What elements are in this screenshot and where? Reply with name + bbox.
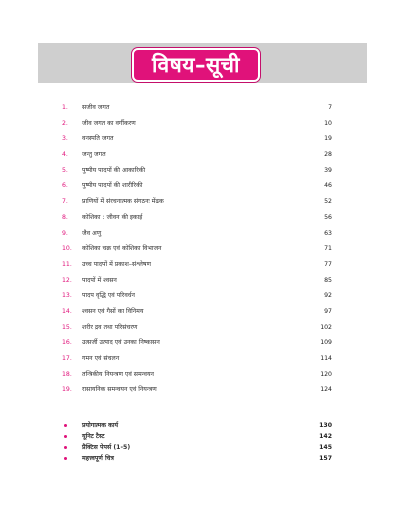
toc-row [62, 241, 332, 257]
toc-row [62, 194, 332, 210]
bullet-icon [64, 435, 67, 438]
page-number: 102 [320, 323, 332, 331]
page-number: 77 [324, 260, 332, 268]
chapter-title: प्राणियों में संरचनात्मक संगठनः मेंढक [82, 198, 164, 206]
page-number: 92 [324, 292, 332, 300]
chapter-number: 2. [62, 119, 68, 127]
page-number: 124 [320, 386, 332, 394]
extras-title: प्रैक्टिस पेपर्स (1-5) [82, 444, 131, 451]
toc-row [62, 163, 332, 179]
toc-row [62, 100, 332, 116]
chapter-title: गमन एवं संचलन [82, 355, 120, 362]
chapter-title: पुष्पीय पादपों की आकारिकी [82, 166, 146, 174]
chapter-number: 17. [62, 355, 72, 362]
toc-row [62, 257, 332, 273]
page-number: 120 [320, 370, 332, 378]
extras-row [62, 420, 332, 431]
toc-row [62, 335, 332, 351]
chapter-title: उच्च पादपों में प्रकाश–संश्लेषण [82, 260, 151, 268]
chapter-number: 6. [62, 182, 68, 190]
toc-row [62, 367, 332, 383]
page-title: विषय–सूची [152, 53, 240, 77]
chapter-number: 3. [62, 135, 68, 143]
extras-row [62, 431, 332, 442]
chapter-title: पादपों में श्वसन [82, 276, 117, 284]
chapter-title: जीव जगत का वर्गीकरण [82, 119, 136, 127]
chapter-title: सजीव जगत [82, 104, 110, 111]
toc-row [62, 304, 332, 320]
page-number: 114 [320, 355, 332, 362]
chapter-number: 1. [62, 104, 68, 111]
chapter-title: कोशिका : जीवन की इकाई [82, 213, 143, 221]
page-number: 63 [324, 229, 332, 237]
page-number: 52 [324, 198, 332, 206]
page-number: 19 [324, 135, 332, 143]
extras-row [62, 453, 332, 464]
toc-row [62, 273, 332, 289]
chapter-number: 9. [62, 229, 68, 237]
toc-row [62, 382, 332, 398]
extras-list [62, 420, 332, 464]
page-number: 130 [319, 422, 332, 429]
toc-row [62, 131, 332, 147]
chapter-title: रासायनिक समन्वयन एवं नियन्त्रण [82, 386, 157, 394]
chapter-number: 5. [62, 166, 68, 174]
page-number: 85 [324, 276, 332, 284]
toc-row [62, 351, 332, 367]
title-box [132, 48, 260, 82]
extras-title: महत्त्वपूर्ण चित्र [82, 455, 114, 462]
chapter-number: 18. [62, 370, 72, 378]
page-number: 39 [324, 166, 332, 174]
toc-row [62, 178, 332, 194]
chapter-number: 16. [62, 339, 72, 347]
bullet-icon [64, 424, 67, 427]
chapter-title: पुष्पीय पादपों की शारीरिकी [82, 182, 143, 190]
page-number: 142 [319, 433, 332, 440]
extras-row [62, 442, 332, 453]
page-number: 10 [324, 119, 332, 127]
page-number: 56 [324, 213, 332, 221]
page-number: 7 [328, 104, 332, 111]
page-number: 28 [324, 151, 332, 159]
chapter-number: 19. [62, 386, 72, 394]
chapter-number: 13. [62, 292, 72, 300]
page-number: 46 [324, 182, 332, 190]
toc-row [62, 226, 332, 242]
chapter-number: 10. [62, 245, 72, 253]
chapter-number: 8. [62, 213, 68, 221]
chapter-title: जन्तु जगत [82, 151, 106, 159]
toc-row [62, 147, 332, 163]
chapter-number: 7. [62, 198, 68, 206]
chapter-title: शरीर द्रव तथा परिसंचरण [82, 323, 138, 331]
toc-row [62, 116, 332, 132]
chapter-title: वनस्पति जगत [82, 135, 114, 143]
chapter-title: पादप वृद्धि एवं परिवर्धन [82, 292, 135, 300]
page-number: 71 [324, 245, 332, 253]
toc-row [62, 210, 332, 226]
chapter-number: 11. [62, 260, 72, 268]
chapter-number: 15. [62, 323, 72, 331]
bullet-icon [64, 457, 67, 460]
bullet-icon [64, 446, 67, 449]
page-number: 145 [319, 444, 332, 451]
chapter-number: 4. [62, 151, 68, 159]
page-number: 109 [320, 339, 332, 347]
toc-row [62, 288, 332, 304]
extras-title: यूनिट टैस्ट [82, 433, 105, 440]
table-of-contents [62, 100, 332, 398]
page-number: 97 [324, 307, 332, 315]
toc-row [62, 320, 332, 336]
chapter-number: 14. [62, 307, 72, 315]
chapter-title: तन्त्रिकीय नियन्त्रण एवं समन्वयन [82, 370, 154, 378]
page-number: 157 [319, 455, 332, 462]
chapter-title: श्वसन एवं गैसों का विनिमय [82, 307, 144, 315]
chapter-title: कोशिका चक्र एवं कोशिका विभाजन [82, 245, 162, 253]
chapter-title: उत्सर्जी उत्पाद एवं उनका निष्कासन [82, 339, 160, 347]
chapter-title: जैव अणु [82, 229, 102, 237]
extras-title: प्रयोगात्मक कार्य [82, 422, 119, 429]
chapter-number: 12. [62, 276, 72, 284]
